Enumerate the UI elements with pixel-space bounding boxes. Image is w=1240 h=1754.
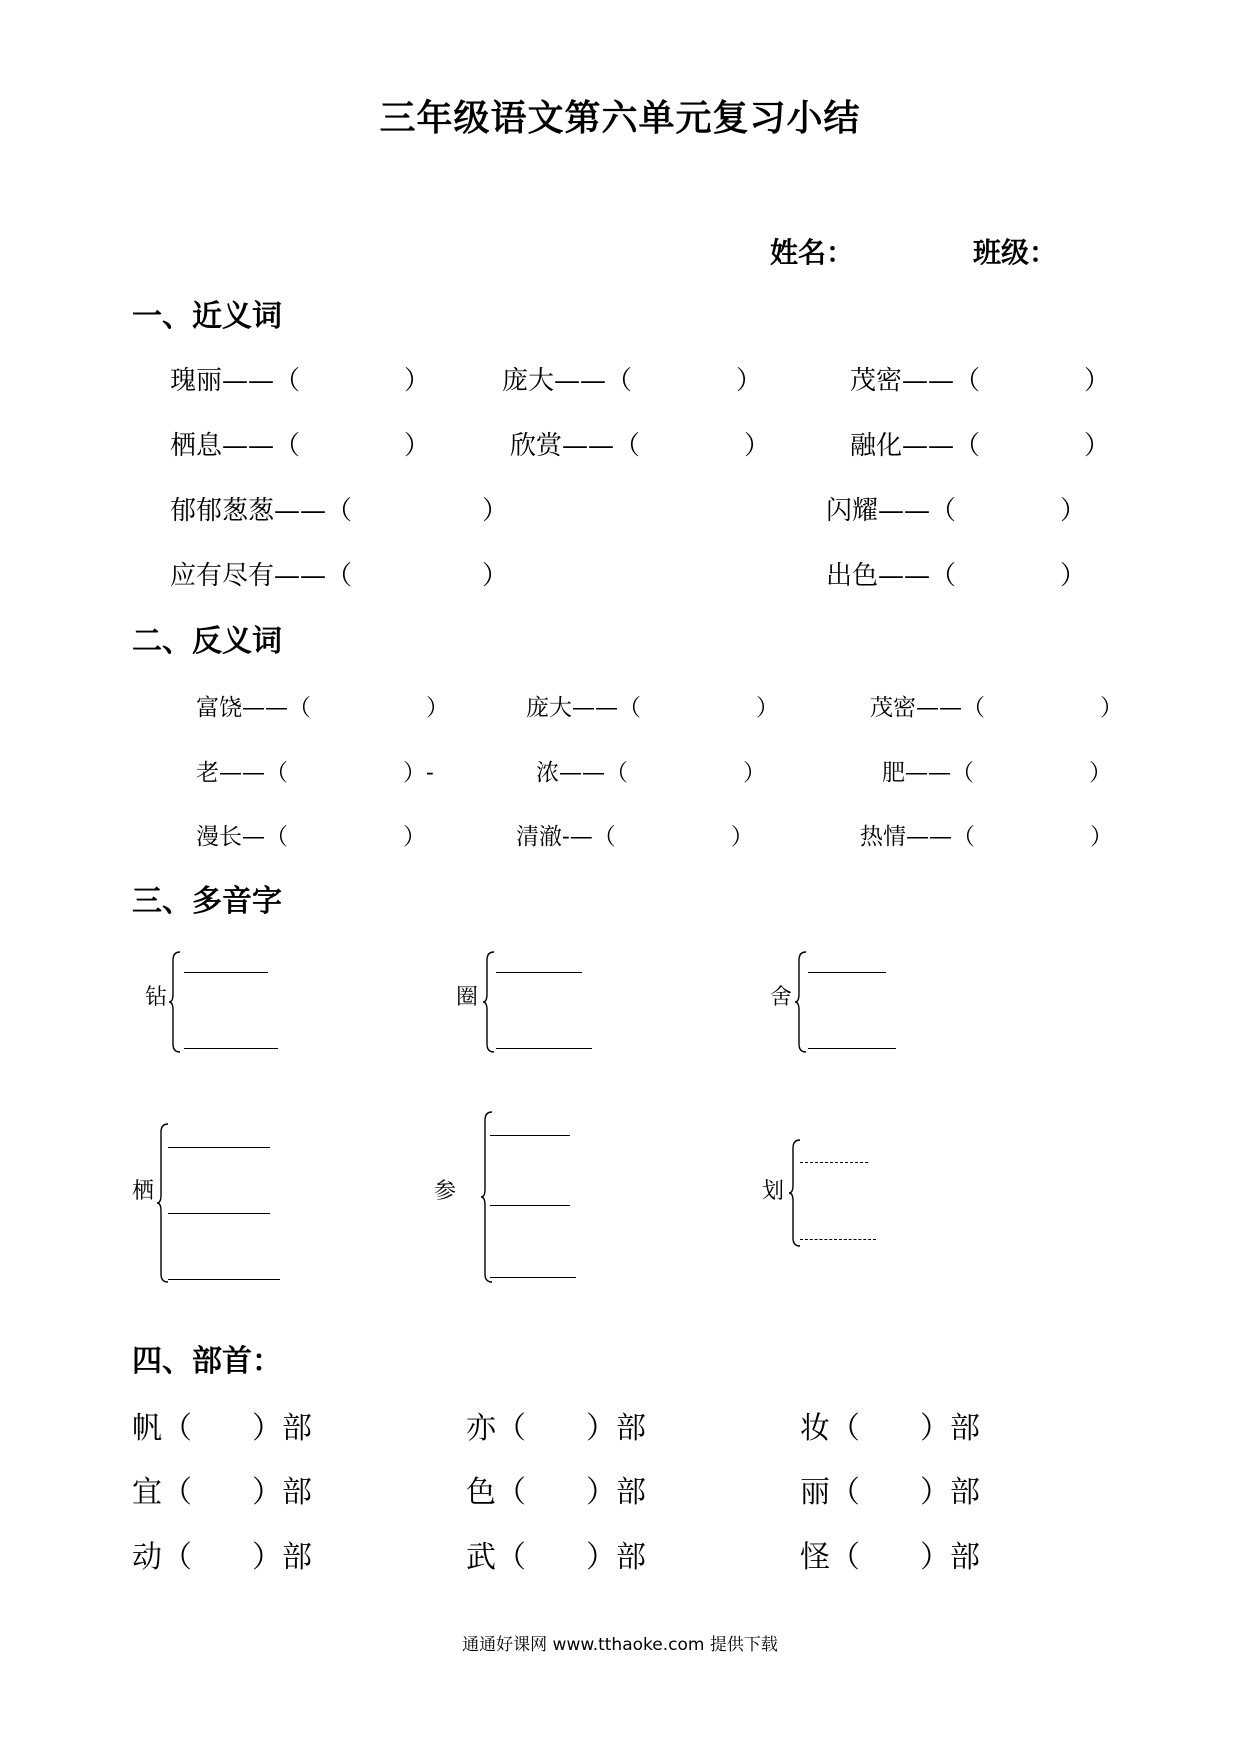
section-title-antonyms: 二、反义词 xyxy=(132,624,282,659)
synonym-item: 闪耀——（ ） xyxy=(826,496,1087,526)
answer-line[interactable] xyxy=(490,1205,570,1206)
antonym-item: 老——（ ）- xyxy=(196,760,434,786)
name-label: 姓名： xyxy=(770,236,855,269)
brace-icon xyxy=(796,952,810,1052)
radical-item: 怪（ ）部 xyxy=(800,1540,980,1575)
polyphonic-char: 舍 xyxy=(770,985,793,1010)
synonym-item: 栖息——（ ） xyxy=(170,431,431,461)
radical-item: 妆（ ）部 xyxy=(800,1411,980,1446)
answer-line[interactable] xyxy=(496,972,582,973)
page-title: 三年级语文第六单元复习小结 xyxy=(379,97,861,139)
brace-icon xyxy=(790,1140,804,1246)
polyphonic-char: 参 xyxy=(434,1179,457,1204)
antonym-item: 茂密——（ ） xyxy=(870,695,1123,721)
radical-item: 丽（ ）部 xyxy=(800,1475,980,1510)
footer-text: 通通好课网 www.tthaoke.com 提供下载 xyxy=(462,1635,778,1655)
answer-line[interactable] xyxy=(496,1048,592,1049)
radical-item: 色（ ）部 xyxy=(466,1475,646,1510)
antonym-item: 富饶——（ ） xyxy=(196,695,449,721)
answer-line[interactable] xyxy=(808,972,886,973)
polyphonic-char: 划 xyxy=(762,1179,785,1204)
radical-item: 武（ ）部 xyxy=(466,1540,646,1575)
answer-line[interactable] xyxy=(184,1048,278,1049)
radical-item: 亦（ ）部 xyxy=(466,1411,646,1446)
synonym-item: 郁郁葱葱——（ ） xyxy=(170,496,509,526)
synonym-item: 应有尽有——（ ） xyxy=(170,561,509,591)
synonym-item: 茂密——（ ） xyxy=(850,366,1111,396)
synonym-item: 瑰丽——（ ） xyxy=(170,366,431,396)
antonym-item: 漫长—（ ） xyxy=(196,824,426,850)
section-title-polyphonic: 三、多音字 xyxy=(132,884,282,919)
antonym-item: 庞大——（ ） xyxy=(526,695,779,721)
section-title-radicals: 四、部首： xyxy=(132,1344,282,1379)
polyphonic-char: 钻 xyxy=(145,985,168,1010)
brace-icon xyxy=(484,952,498,1052)
polyphonic-char: 栖 xyxy=(132,1179,155,1204)
synonym-item: 欣赏——（ ） xyxy=(510,431,771,461)
antonym-item: 浓——（ ） xyxy=(536,760,766,786)
answer-line[interactable] xyxy=(490,1135,570,1136)
antonym-item: 清澈-—（ ） xyxy=(516,824,754,850)
synonym-item: 出色——（ ） xyxy=(826,561,1087,591)
radical-item: 宜（ ）部 xyxy=(132,1475,312,1510)
synonym-item: 融化——（ ） xyxy=(850,431,1111,461)
antonym-item: 热情——（ ） xyxy=(860,824,1113,850)
answer-line[interactable] xyxy=(168,1213,270,1214)
brace-icon xyxy=(170,952,184,1052)
antonym-item: 肥——（ ） xyxy=(882,760,1112,786)
radical-item: 帆（ ）部 xyxy=(132,1411,312,1446)
radical-item: 动（ ）部 xyxy=(132,1540,312,1575)
answer-line[interactable] xyxy=(490,1277,576,1278)
answer-line[interactable] xyxy=(168,1279,280,1280)
answer-line[interactable] xyxy=(184,972,268,973)
section-title-synonyms: 一、近义词 xyxy=(132,299,282,334)
answer-line[interactable] xyxy=(800,1162,868,1163)
synonym-item: 庞大——（ ） xyxy=(502,366,763,396)
answer-line[interactable] xyxy=(808,1048,896,1049)
class-label: 班级： xyxy=(973,236,1058,269)
brace-icon xyxy=(482,1112,496,1282)
polyphonic-char: 圈 xyxy=(456,985,479,1010)
answer-line[interactable] xyxy=(800,1239,876,1240)
answer-line[interactable] xyxy=(168,1147,270,1148)
